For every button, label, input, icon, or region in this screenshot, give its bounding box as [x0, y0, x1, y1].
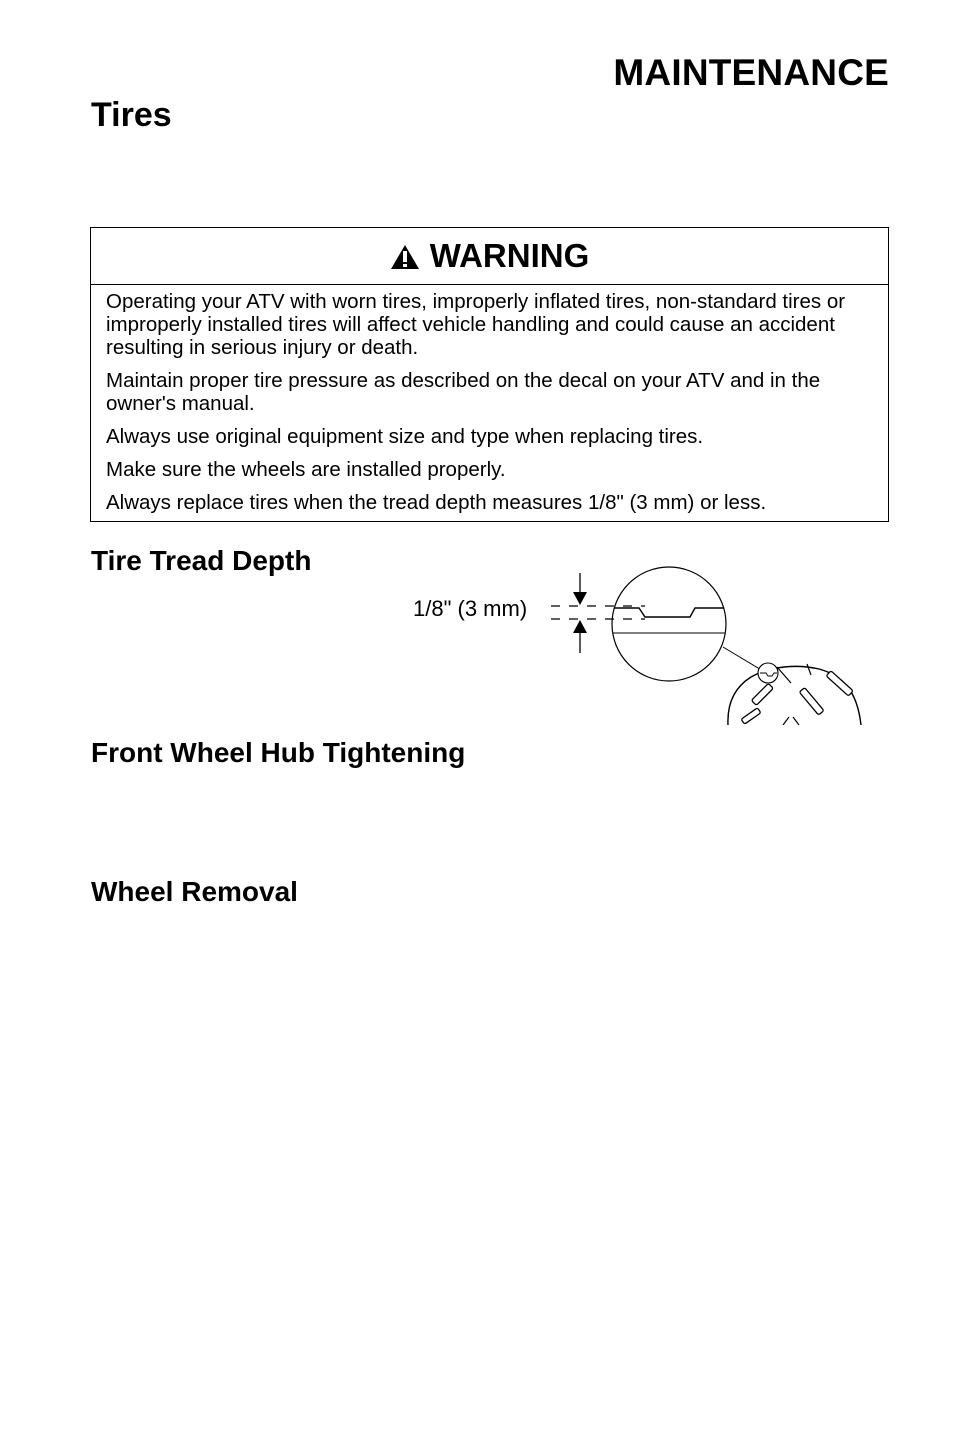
warning-paragraph: Operating your ATV with worn tires, improperly inflated tires, non-standard tires or improperly installed tires will affect vehicle handling and could cause an accident resulting in serious injury or death.: [106, 290, 846, 359]
section-heading-front-wheel-hub: Front Wheel Hub Tightening: [91, 737, 466, 768]
section-heading-wheel-removal: Wheel Removal: [91, 876, 298, 907]
warning-triangle-icon: [390, 244, 420, 270]
warning-paragraph: Make sure the wheels are installed properly.: [106, 458, 506, 481]
warning-header: [91, 228, 888, 285]
tread-depth-dimension-label: 1/8" (3 mm): [413, 596, 528, 621]
tire-tread-depth-diagram: [545, 565, 875, 725]
warning-paragraph: Maintain proper tire pressure as described on the decal on your ATV and in the owner's manual.: [106, 369, 821, 415]
section-heading-tread-depth: Tire Tread Depth: [91, 545, 312, 576]
warning-paragraph: Always use original equipment size and type when replacing tires.: [106, 425, 704, 448]
warning-paragraph: Always replace tires when the tread depth measures 1/8" (3 mm) or less.: [106, 491, 767, 514]
warning-title: WARNING: [429, 237, 590, 274]
running-header: MAINTENANCE: [613, 52, 889, 93]
warning-box: [90, 227, 889, 522]
page-title: Tires: [91, 96, 172, 134]
warning-body: [91, 285, 888, 514]
